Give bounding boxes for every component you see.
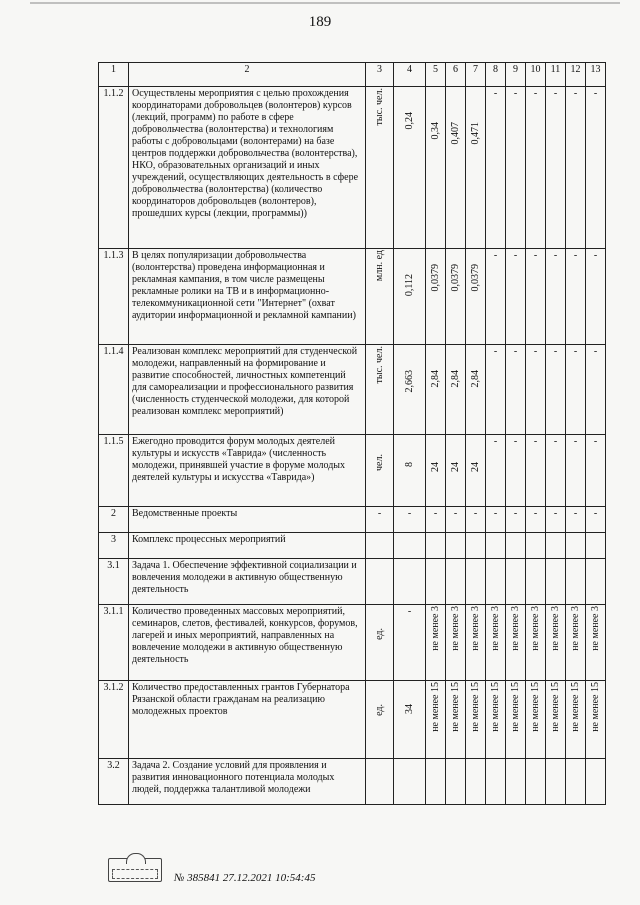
unit-text: тыс. чел. [373, 88, 385, 126]
value-cell [394, 87, 426, 249]
value-cell: - [426, 507, 446, 533]
value-cell: - [394, 605, 426, 681]
row-description: Количество предоставленных грантов Губернатора Рязанской области гражданам на реализацию молодежных проектов [129, 681, 366, 759]
value-text: 0,112 [403, 274, 415, 297]
value-cell [526, 681, 546, 759]
value-text: не менее 3 [429, 606, 441, 651]
indicators-table [98, 62, 606, 805]
value-text: 0,24 [403, 112, 415, 130]
value-text: 24 [469, 462, 481, 472]
value-cell: - [566, 249, 586, 345]
row-number: 3.1 [99, 559, 129, 605]
row-description: В целях популяризации добровольчества (волонтерства) проведена информационная и рекламная кампания, в том числе размещены рекламные ролики на ТВ и в информационно-телекоммуникационной сети "Интернет" (охват аудитории информационной и рекламной кампании) [129, 249, 366, 345]
value-text: не менее 3 [569, 606, 581, 651]
value-text: 2,84 [469, 370, 481, 388]
value-cell: - [566, 507, 586, 533]
value-text: не менее 15 [429, 682, 441, 732]
value-text: 2,84 [449, 370, 461, 388]
value-cell: - [566, 345, 586, 435]
value-text: 2,663 [403, 370, 415, 393]
header-cell: 2 [129, 63, 366, 87]
table-row [99, 605, 606, 681]
scan-edge-line [30, 2, 620, 4]
header-cell: 13 [586, 63, 606, 87]
value-text: не менее 3 [589, 606, 601, 651]
row-number: 1.1.2 [99, 87, 129, 249]
header-cell: 4 [394, 63, 426, 87]
header-cell: 8 [486, 63, 506, 87]
value-text: 8 [403, 462, 415, 467]
value-text: не менее 15 [489, 682, 501, 732]
value-cell [486, 681, 506, 759]
value-cell [426, 345, 446, 435]
value-cell [426, 605, 446, 681]
value-cell: - [506, 507, 526, 533]
unit-cell [366, 681, 394, 759]
value-cell: - [586, 87, 606, 249]
value-cell [446, 345, 466, 435]
value-cell [466, 605, 486, 681]
value-cell [466, 681, 486, 759]
value-cell [426, 681, 446, 759]
value-text: 0,407 [449, 122, 461, 145]
value-cell [586, 605, 606, 681]
row-description: Осуществлены мероприятия с целью прохождения координаторами добровольцев (волонтеров) курсов (лекций, программ) по работе в сфере добровольчества (волонтерства) и технологиям работы с добровольцами (волонтерами) на базе центров поддержки добровольчества (волонтерства), НКО, образовательных организаций и иных учреждений, осуществляющих деятельность в сфере добровольчества (волонтерства) (количество координаторов добровольцев (волонтеров), прошедших курсы (лекции, программы)) [129, 87, 366, 249]
table-row [99, 87, 606, 249]
value-cell [466, 435, 486, 507]
value-cell: - [546, 87, 566, 249]
row-number: 3.1.1 [99, 605, 129, 681]
value-cell: - [486, 249, 506, 345]
page-number: 189 [308, 14, 332, 30]
value-cell: - [506, 87, 526, 249]
header-cell: 7 [466, 63, 486, 87]
value-cell: - [546, 345, 566, 435]
value-cell [586, 681, 606, 759]
table-row [99, 345, 606, 435]
value-text: 24 [449, 462, 461, 472]
unit-cell [366, 435, 394, 507]
value-text: не менее 15 [589, 682, 601, 732]
table-row [99, 507, 606, 533]
value-text: 24 [429, 462, 441, 472]
value-text: не менее 3 [449, 606, 461, 651]
value-cell: - [526, 345, 546, 435]
value-text: не менее 3 [529, 606, 541, 651]
value-text: не менее 15 [529, 682, 541, 732]
value-cell: - [526, 87, 546, 249]
row-description: Задача 1. Обеспечение эффективной социализации и вовлечения молодежи в активную общественную деятельность [129, 559, 366, 605]
value-cell: - [486, 435, 506, 507]
registry-stamp-icon [108, 858, 162, 882]
value-text: 2,84 [429, 370, 441, 388]
value-text: не менее 15 [509, 682, 521, 732]
row-description: Реализован комплекс мероприятий для студенческой молодежи, направленный на формирование и развитие способностей, личностных компетенций для самореализации и профессионального развития (численность студенческой молодежи, для которой реализован комплекс мероприятий) [129, 345, 366, 435]
value-cell [446, 435, 466, 507]
value-cell [466, 87, 486, 249]
value-text: 34 [403, 704, 415, 714]
value-cell: - [506, 345, 526, 435]
value-cell [546, 605, 566, 681]
document-registration-id: № 385841 27.12.2021 10:54:45 [174, 872, 316, 884]
value-text: 0,471 [469, 122, 481, 145]
row-number: 3.2 [99, 759, 129, 805]
value-cell [506, 605, 526, 681]
header-cell: 5 [426, 63, 446, 87]
value-cell: - [586, 345, 606, 435]
value-cell: - [566, 87, 586, 249]
value-text: не менее 3 [549, 606, 561, 651]
row-description: Количество проведенных массовых мероприятий, семинаров, слетов, фестивалей, конкурсов, форумов, лагерей и иных мероприятий, направленных на вовлечение молодежи в активную общественную деятельность [129, 605, 366, 681]
unit-cell: - [366, 507, 394, 533]
row-description: Ведомственные проекты [129, 507, 366, 533]
row-number: 3 [99, 533, 129, 559]
section-row [99, 533, 606, 559]
value-cell: - [486, 345, 506, 435]
value-text: 0,0379 [449, 264, 461, 292]
value-cell [426, 87, 446, 249]
unit-cell [366, 249, 394, 345]
value-cell [506, 681, 526, 759]
value-cell: - [566, 435, 586, 507]
table-row [99, 249, 606, 345]
header-cell: 10 [526, 63, 546, 87]
value-cell [394, 435, 426, 507]
value-cell: - [466, 507, 486, 533]
unit-text: млн. ед [373, 250, 385, 282]
row-number: 1.1.5 [99, 435, 129, 507]
value-cell [466, 345, 486, 435]
section-row [99, 759, 606, 805]
value-text: не менее 15 [549, 682, 561, 732]
value-cell: - [526, 435, 546, 507]
value-cell [394, 345, 426, 435]
value-cell [446, 681, 466, 759]
value-cell [466, 249, 486, 345]
value-cell: - [526, 507, 546, 533]
value-cell: - [546, 249, 566, 345]
value-cell: - [486, 507, 506, 533]
header-cell: 6 [446, 63, 466, 87]
row-number: 2 [99, 507, 129, 533]
row-description: Ежегодно проводится форум молодых деятелей культуры и искусств «Таврида» (численность молодежи, принявшей участие в форуме молодых деятелей культуры и искусства «Таврида») [129, 435, 366, 507]
header-cell: 3 [366, 63, 394, 87]
value-cell: - [506, 435, 526, 507]
unit-text: чел. [373, 454, 385, 471]
unit-text: тыс. чел. [373, 346, 385, 384]
value-cell: - [546, 435, 566, 507]
value-cell: - [446, 507, 466, 533]
value-cell [394, 249, 426, 345]
value-cell: - [586, 507, 606, 533]
table-row [99, 681, 606, 759]
value-cell [566, 605, 586, 681]
row-number: 1.1.3 [99, 249, 129, 345]
unit-text: ед. [373, 628, 385, 640]
value-cell: - [586, 435, 606, 507]
row-number: 3.1.2 [99, 681, 129, 759]
value-text: не менее 15 [569, 682, 581, 732]
value-text: 0,0379 [429, 264, 441, 292]
value-cell: - [586, 249, 606, 345]
header-cell: 1 [99, 63, 129, 87]
unit-cell [366, 605, 394, 681]
row-description: Задача 2. Создание условий для проявления и развития инновационного потенциала молодых людей, поддержка талантливой молодежи [129, 759, 366, 805]
row-description: Комплекс процессных мероприятий [129, 533, 366, 559]
value-text: 0,0379 [469, 264, 481, 292]
value-text: не менее 15 [469, 682, 481, 732]
header-cell: 9 [506, 63, 526, 87]
value-cell [426, 435, 446, 507]
value-cell [394, 681, 426, 759]
header-row [99, 63, 606, 87]
value-cell: - [506, 249, 526, 345]
value-cell [546, 681, 566, 759]
unit-text: ед. [373, 704, 385, 716]
header-cell: 12 [566, 63, 586, 87]
value-cell: - [486, 87, 506, 249]
value-text: не менее 3 [489, 606, 501, 651]
value-cell [426, 249, 446, 345]
header-cell: 11 [546, 63, 566, 87]
value-cell [446, 605, 466, 681]
value-cell: - [394, 507, 426, 533]
table-row [99, 435, 606, 507]
value-cell: - [526, 249, 546, 345]
footer [108, 858, 408, 890]
row-number: 1.1.4 [99, 345, 129, 435]
unit-cell [366, 87, 394, 249]
section-row [99, 559, 606, 605]
value-cell [486, 605, 506, 681]
value-text: не менее 3 [509, 606, 521, 651]
value-cell [566, 681, 586, 759]
value-cell [526, 605, 546, 681]
value-text: не менее 15 [449, 682, 461, 732]
value-cell [446, 249, 466, 345]
value-cell [446, 87, 466, 249]
unit-cell [366, 345, 394, 435]
value-cell: - [546, 507, 566, 533]
value-text: не менее 3 [469, 606, 481, 651]
value-text: 0,34 [429, 122, 441, 140]
